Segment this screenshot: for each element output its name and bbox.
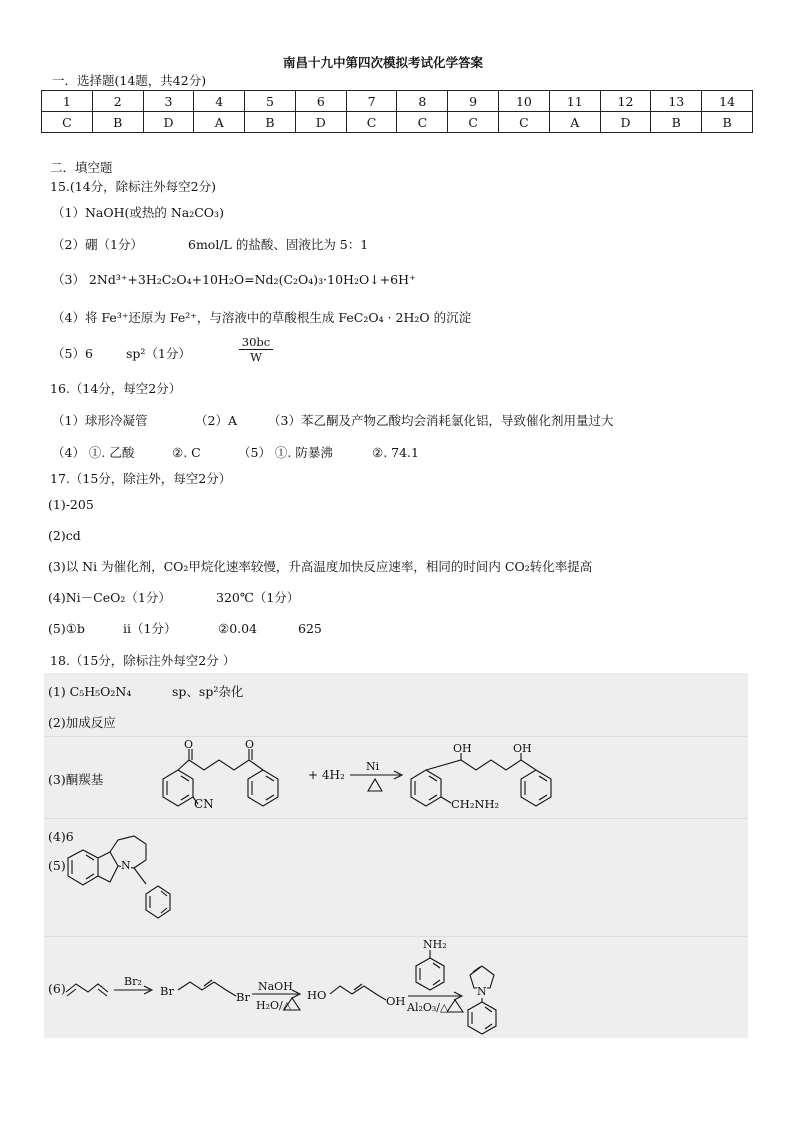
answer-letter: B [245, 112, 296, 133]
bromine-reagent: Br₂ [124, 975, 142, 988]
q18-answer-1b: sp、sp²杂化 [172, 684, 244, 699]
q18-answer-6: (6) [48, 981, 66, 996]
q16-answer-3: （3）苯乙酮及产物乙酸均会消耗氯化铝，导致催化剂用量过大 [268, 413, 614, 428]
q16-header: 16.（14分，每空2分） [50, 381, 182, 396]
q16-answer-5a: （5） ①. 防暴沸 [238, 445, 333, 460]
q17-answer-3: (3)以 Ni 为催化剂，CO₂甲烷化速率较慢，升高温度加快反应速率，相同的时间内 CO₂转化率提高 [48, 559, 593, 574]
q15-answer-5b: sp²（1分） [126, 346, 191, 361]
question-number: 9 [448, 91, 499, 112]
answer-letter: C [448, 112, 499, 133]
q15-answer-4: （4）将 Fe³⁺还原为 Fe²⁺，与溶液中的草酸根生成 FeC₂O₄ · 2H₂O 的沉淀 [52, 310, 472, 325]
q18-answer-3: (3)酮羰基 [48, 772, 104, 787]
q16-answer-4a: （4） ①. 乙酸 [52, 445, 135, 460]
question-number: 12 [600, 91, 651, 112]
q18-header: 18.（15分，除标注外每空2分 ） [50, 653, 236, 668]
question-number: 10 [499, 91, 550, 112]
question-number: 14 [702, 91, 753, 112]
q15-header: 15.(14分，除标注外每空2分) [50, 179, 216, 194]
q15-answer-2b: 6mol/L 的盐酸、固液比为 5：1 [188, 237, 369, 252]
answer-letter: D [600, 112, 651, 133]
q17-answer-4b: 320℃（1分） [216, 590, 300, 605]
question-number: 1 [42, 91, 93, 112]
page-title: 南昌十九中第四次模拟考试化学答案 [283, 55, 484, 70]
question-number: 2 [92, 91, 143, 112]
q17-answer-5b: ii（1分） [123, 621, 177, 636]
q18-answer-1a: (1) C₅H₅O₂N₄ [48, 684, 132, 699]
alumina-heat-condition: Al₂O₃/△ [407, 1001, 449, 1014]
q15-answer-5a: （5）6 [52, 346, 93, 361]
q17-answer-5d: 625 [298, 621, 322, 636]
sodium-hydroxide-reagent: NaOH [258, 980, 293, 993]
answer-letter: C [346, 112, 397, 133]
amino-label: NH₂ [423, 938, 447, 951]
q18-answer-4: (4)6 [48, 829, 74, 844]
bromine-label-left: Br [160, 984, 174, 998]
answer-letter: B [702, 112, 753, 133]
hydroxyl-label: OH [453, 742, 472, 755]
question-number: 6 [295, 91, 346, 112]
question-number: 7 [346, 91, 397, 112]
fraction-numerator: 30bc [241, 335, 271, 349]
q16-answer-1: （1）球形冷凝管 [52, 413, 148, 428]
water-heat-condition: H₂O/△ [256, 999, 292, 1012]
q17-header: 17.（15分，除注外，每空2分） [50, 471, 232, 486]
hydroxyl-label-left: HO [307, 988, 327, 1002]
carbonyl-oxygen-label: O [184, 738, 194, 751]
q15-answer-3: （3） 2Nd³⁺+3H₂C₂O₄+10H₂O=Nd₂(C₂O₄)₃·10H₂O↓+6H⁺ [52, 272, 416, 287]
nickel-catalyst-label: Ni [366, 760, 380, 773]
section1-heading: 一．选择题(14题，共42分) [52, 73, 207, 88]
q17-answer-2: (2)cd [48, 528, 81, 543]
bromine-label-right: Br [236, 990, 250, 1004]
fraction-denominator: W [250, 350, 262, 364]
carbonyl-oxygen-label: O [245, 738, 255, 751]
answer-letter: A [549, 112, 600, 133]
answer-letter: D [143, 112, 194, 133]
answer-letter: B [651, 112, 702, 133]
hydrogen-reagent: + 4H₂ [308, 768, 345, 782]
question-number: 5 [245, 91, 296, 112]
nitrogen-label: N [477, 985, 487, 998]
q18-answer-2: (2)加成反应 [48, 715, 116, 730]
question-number: 4 [194, 91, 245, 112]
section2-heading: 二．填空题 [50, 160, 113, 175]
answer-letter: D [295, 112, 346, 133]
hydroxyl-label: OH [513, 742, 532, 755]
nitrogen-label: N [121, 859, 131, 872]
answer-letter: C [42, 112, 93, 133]
q16-answer-2: （2）A [195, 413, 237, 428]
q17-answer-1: (1)-205 [48, 497, 94, 512]
q17-answer-5a: (5)①b [48, 621, 85, 636]
q15-answer-1: （1）NaOH(或热的 Na₂CO₃) [52, 205, 224, 220]
aminomethyl-label: CH₂NH₂ [451, 797, 500, 811]
answer-letter: A [194, 112, 245, 133]
answer-letter: B [92, 112, 143, 133]
q17-answer-5c: ②0.04 [218, 621, 258, 636]
answer-letter: C [499, 112, 550, 133]
cyano-label: CN [194, 797, 214, 811]
q15-answer-2a: （2）硼（1分） [52, 237, 143, 252]
question-number: 13 [651, 91, 702, 112]
question-number: 11 [549, 91, 600, 112]
answer-letter: C [397, 112, 448, 133]
question-number: 3 [143, 91, 194, 112]
hydroxyl-label-right: OH [386, 994, 406, 1008]
question-number: 8 [397, 91, 448, 112]
q18-answer-5: (5) [48, 858, 66, 873]
q17-answer-4a: (4)Ni－CeO₂（1分） [48, 590, 171, 605]
q16-answer-5b: ②. 74.1 [372, 445, 419, 460]
q16-answer-4b: ②. C [172, 445, 201, 460]
